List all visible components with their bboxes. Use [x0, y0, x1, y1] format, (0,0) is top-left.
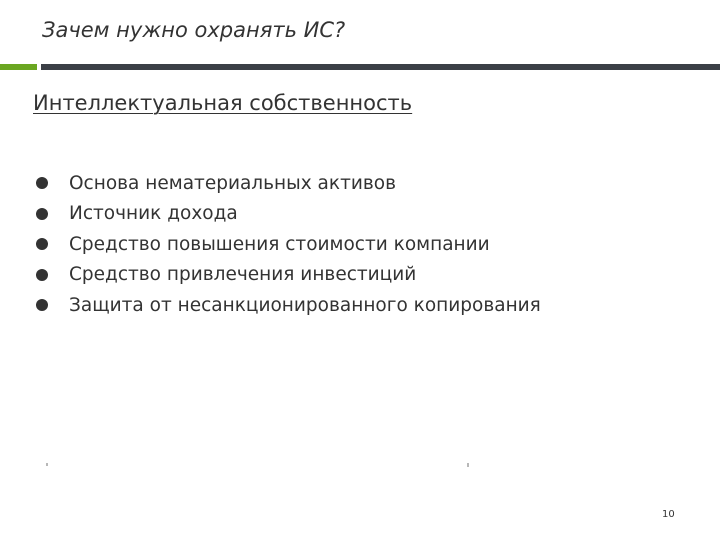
bullet-item — [36, 229, 541, 260]
slide-title: Зачем нужно охранять ИС? — [42, 18, 346, 42]
bullet-text: Источник дохода — [69, 203, 238, 225]
bullet-dot-icon — [36, 177, 48, 189]
bullet-dot-icon — [36, 238, 48, 250]
bullet-dot-icon — [36, 269, 48, 281]
artifact-mark — [46, 463, 48, 466]
bullet-list — [36, 168, 541, 321]
title-divider-bar — [41, 64, 720, 70]
title-divider — [0, 64, 720, 70]
bullet-item — [36, 199, 541, 230]
bullet-text: Защита от несанкционированного копирования — [69, 294, 541, 316]
title-divider-accent — [0, 64, 37, 70]
page-number: 10 — [662, 509, 675, 520]
bullet-text: Средство привлечения инвестиций — [69, 264, 417, 286]
bullet-item — [36, 290, 541, 321]
bullet-item — [36, 260, 541, 291]
section-heading: Интеллектуальная собственность — [33, 91, 413, 115]
bullet-text: Основа нематериальных активов — [69, 172, 396, 194]
bullet-dot-icon — [36, 299, 48, 311]
bullet-text: Средство повышения стоимости компании — [69, 233, 490, 255]
artifact-mark — [467, 463, 469, 467]
bullet-item — [36, 168, 541, 199]
bullet-dot-icon — [36, 208, 48, 220]
